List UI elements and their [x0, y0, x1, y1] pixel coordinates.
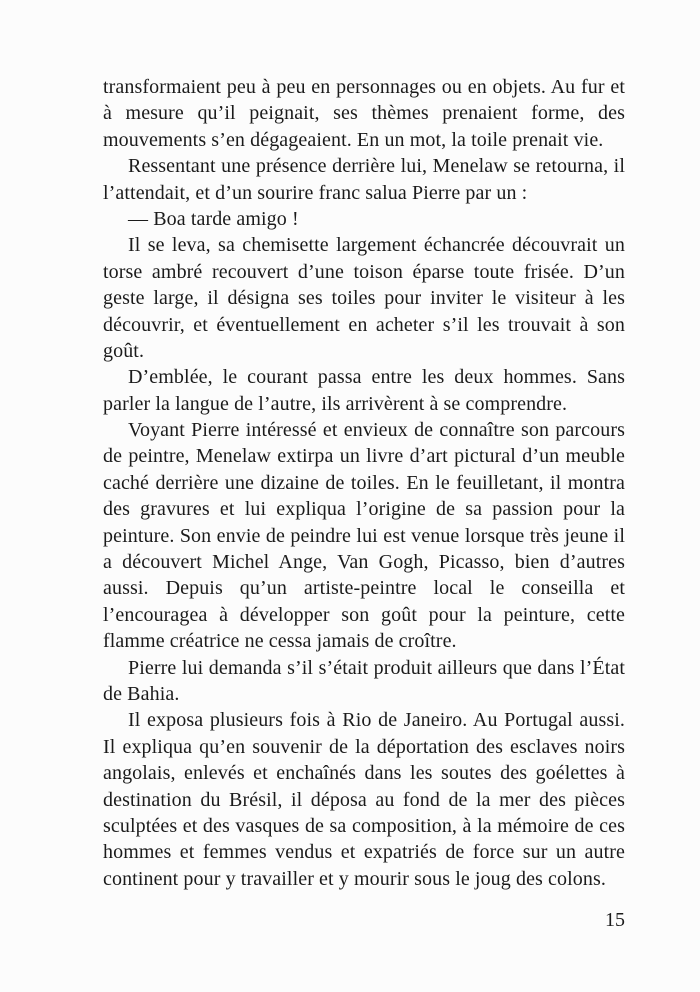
text-line: Pierre lui demanda s’il s’était produit ailleurs que dans l’État	[128, 656, 625, 679]
text-line: flamme créatrice ne cessa jamais de croître.	[103, 630, 457, 653]
text-line: découvrir, et éventuellement en acheter s’il les trouvait à son	[103, 313, 625, 336]
text-line: Il exposa plusieurs fois à Rio de Janeiro. Au Portugal aussi.	[128, 709, 625, 732]
paragraph	[103, 74, 625, 153]
text-line: l’encouragea à développer son goût pour la peinture, cette	[103, 603, 625, 626]
paragraph	[103, 153, 625, 206]
text-line: continent pour y travailler et y mourir sous le joug des colons.	[103, 867, 606, 890]
text-line: hommes et femmes vendus et expatriés de force sur un autre	[103, 841, 625, 864]
text-line: transformaient peu à peu en personnages ou en objets. Au fur et	[103, 76, 625, 98]
text-line: — Boa tarde amigo !	[128, 207, 299, 230]
text-line: peinture. Son envie de peindre lui est venue lorsque très jeune il	[103, 524, 625, 547]
text-line: à mesure qu’il peignait, ses thèmes prenaient forme, des	[103, 102, 625, 125]
text-line: des gravures et lui expliqua l’origine de sa passion pour la	[103, 498, 625, 521]
text-line: aussi. Depuis qu’un artiste-peintre local le conseilla et	[103, 577, 625, 600]
page-number: 15	[605, 909, 625, 931]
text-line: mouvements s’en dégageaient. En un mot, la toile prenait vie.	[103, 128, 604, 151]
text-line: D’emblée, le courant passa entre les deux hommes. Sans	[128, 366, 625, 389]
paragraph	[103, 655, 625, 708]
text-line: sculptées et des vasques de sa composition, à la mémoire de ces	[103, 814, 625, 837]
text-block	[103, 74, 625, 892]
paragraph	[103, 707, 625, 892]
text-line: l’attendait, et d’un sourire franc salua Pierre par un :	[103, 181, 528, 204]
text-line: caché derrière une dizaine de toiles. En le feuilletant, il montra	[103, 471, 625, 494]
paragraph	[103, 206, 625, 232]
text-line: torse ambré recouvert d’une toison éparse toute frisée. D’un	[103, 260, 625, 283]
text-line: Ressentant une présence derrière lui, Menelaw se retourna, il	[128, 155, 625, 178]
text-line: de Bahia.	[103, 682, 180, 705]
text-line: angolais, enlevés et enchaînés dans les soutes des goélettes à	[103, 762, 625, 785]
text-line: a découvert Michel Ange, Van Gogh, Picasso, bien d’autres	[103, 551, 625, 574]
text-line: geste large, il désigna ses toiles pour inviter le visiteur à les	[103, 287, 625, 310]
text-line: de peintre, Menelaw extirpa un livre d’art pictural d’un meuble	[103, 445, 625, 468]
text-line: destination du Brésil, il déposa au fond de la mer des pièces	[103, 788, 625, 811]
paragraph	[103, 417, 625, 655]
text-line: Il expliqua qu’en souvenir de la déportation des esclaves noirs	[103, 735, 625, 758]
paragraph	[103, 232, 625, 364]
text-line: Voyant Pierre intéressé et envieux de connaître son parcours	[128, 419, 625, 442]
text-line: parler la langue de l’autre, ils arrivèrent à se comprendre.	[103, 392, 568, 415]
text-line: goût.	[103, 339, 145, 362]
paragraph	[103, 364, 625, 417]
text-line: Il se leva, sa chemisette largement échancrée découvrait un	[128, 234, 625, 257]
